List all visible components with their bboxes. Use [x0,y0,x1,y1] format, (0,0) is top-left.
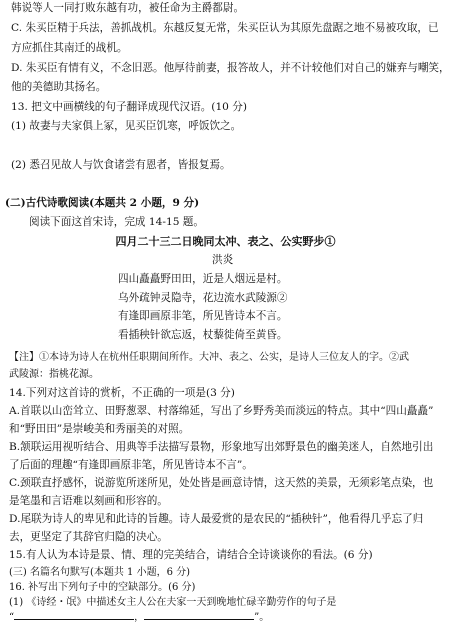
text-line: 韩说等人一同打败东越有功，被任命为主爵都尉。 [11,2,245,14]
poem-line: 有逢即画原非笔，所见皆诗本不言。 [118,310,288,322]
poem-author: 洪炎 [212,254,234,266]
option-c-line: 方应抓住其南迁的战机。 [11,42,128,54]
answer-blank[interactable] [144,609,254,620]
option-a-line: A.首联以山峦耸立、田野葱翠、村落绵延，写出了乡野秀美而淡远的特点。其中“四山矗矗” [9,405,434,417]
option-c-line: 是笔墨和言语难以刻画和形容的。 [9,495,168,507]
period: 。 [259,612,270,623]
poem-title: 四月二十三二日晚同太冲、表之、公实野步① [115,235,336,248]
question-15: 15.有人认为本诗是景、情、理的完美结合，请结合全诗谈谈你的看法。(6 分) [9,549,373,561]
question-13-item-1: (1) 故妻与夫家俱上冢，见买臣饥寒，呼饭饮之。 [11,120,242,132]
option-d-line: D. 朱买臣有情有义，不念旧恶。他厚待前妻，报答故人，并不计较他们对自己的嫌弃与嘲笑， [11,62,450,74]
option-d-line: D.尾联为诗人的卑见和此诗的旨趣。诗人最爱赏的是农民的“插秧针”，他看得几乎忘了归 [9,513,424,525]
fill-blank-1-answer [9,609,269,624]
fill-blank-1: (1) 《诗经・氓》中描述女主人公在夫家一天到晚地忙碌辛勤劳作的句子是 [9,597,337,608]
option-c-line: C. 朱买臣精于兵法，善抓战机。东越反复无常，朱买臣认为其原先盘踞之地不易被攻取，已 [11,22,439,34]
question-14: 14.下列对这首诗的赏析，不正确的一项是(3 分) [9,387,235,399]
answer-blank[interactable] [14,609,134,620]
quote-close: ” [254,612,260,623]
quote-comma: ， [134,612,145,623]
option-b-line: 了后面的理趣“有逢即画原非笔，所见皆诗本不言”。 [9,459,253,471]
option-a-line: 和“野田田”是崇峻美和秀丽美的对照。 [9,423,190,435]
poem-line: 四山矗矗野田田，近是人烟远是村。 [118,273,288,285]
quote-open: “ [9,612,15,623]
option-b-line: B.颔联运用视听结合、用典等手法描写景物，形象地写出郊野景色的幽美迷人，自然地引出 [9,441,434,453]
option-d-line: 去，更坚定了其辞官归隐的决心。 [9,531,168,543]
section-3-heading: (三) 名篇名句默写(本题共 1 小题，6 分) [9,567,191,578]
poem-line: 看插秧针欲忘返，杖藜徙倚至黄昏。 [118,329,288,341]
question-13: 13. 把文中画横线的句子翻译成现代汉语。(10 分) [11,101,248,113]
poem-note: 武陵源：指桃花源。 [9,369,99,380]
question-16: 16. 补写出下列句子中的空缺部分。(6 分) [9,582,196,593]
section-2-heading: (二)古代诗歌阅读(本题共 2 小题，9 分) [5,197,200,209]
option-c-line: C.颈联直抒感怀，说游览所迷所见，处处皆是画意诗情，这天然的美景，无须彩笔点染，也 [9,477,434,489]
poem-line: 乌外疏钟灵隐寺，花边流水武陵源② [118,292,288,304]
question-13-item-2: (2) 悉召见故人与饮食诸尝有恩者，皆报复焉。 [11,159,231,171]
poem-note: 【注】①本诗为诗人在杭州任职期间所作。大冲、表之、公实，是诗人三位友人的字。②武 [9,352,409,363]
option-d-line: 他的美德助其扬名。 [11,81,107,93]
reading-instruction: 阅读下面这首宋诗，完成 14-15 题。 [29,216,204,228]
